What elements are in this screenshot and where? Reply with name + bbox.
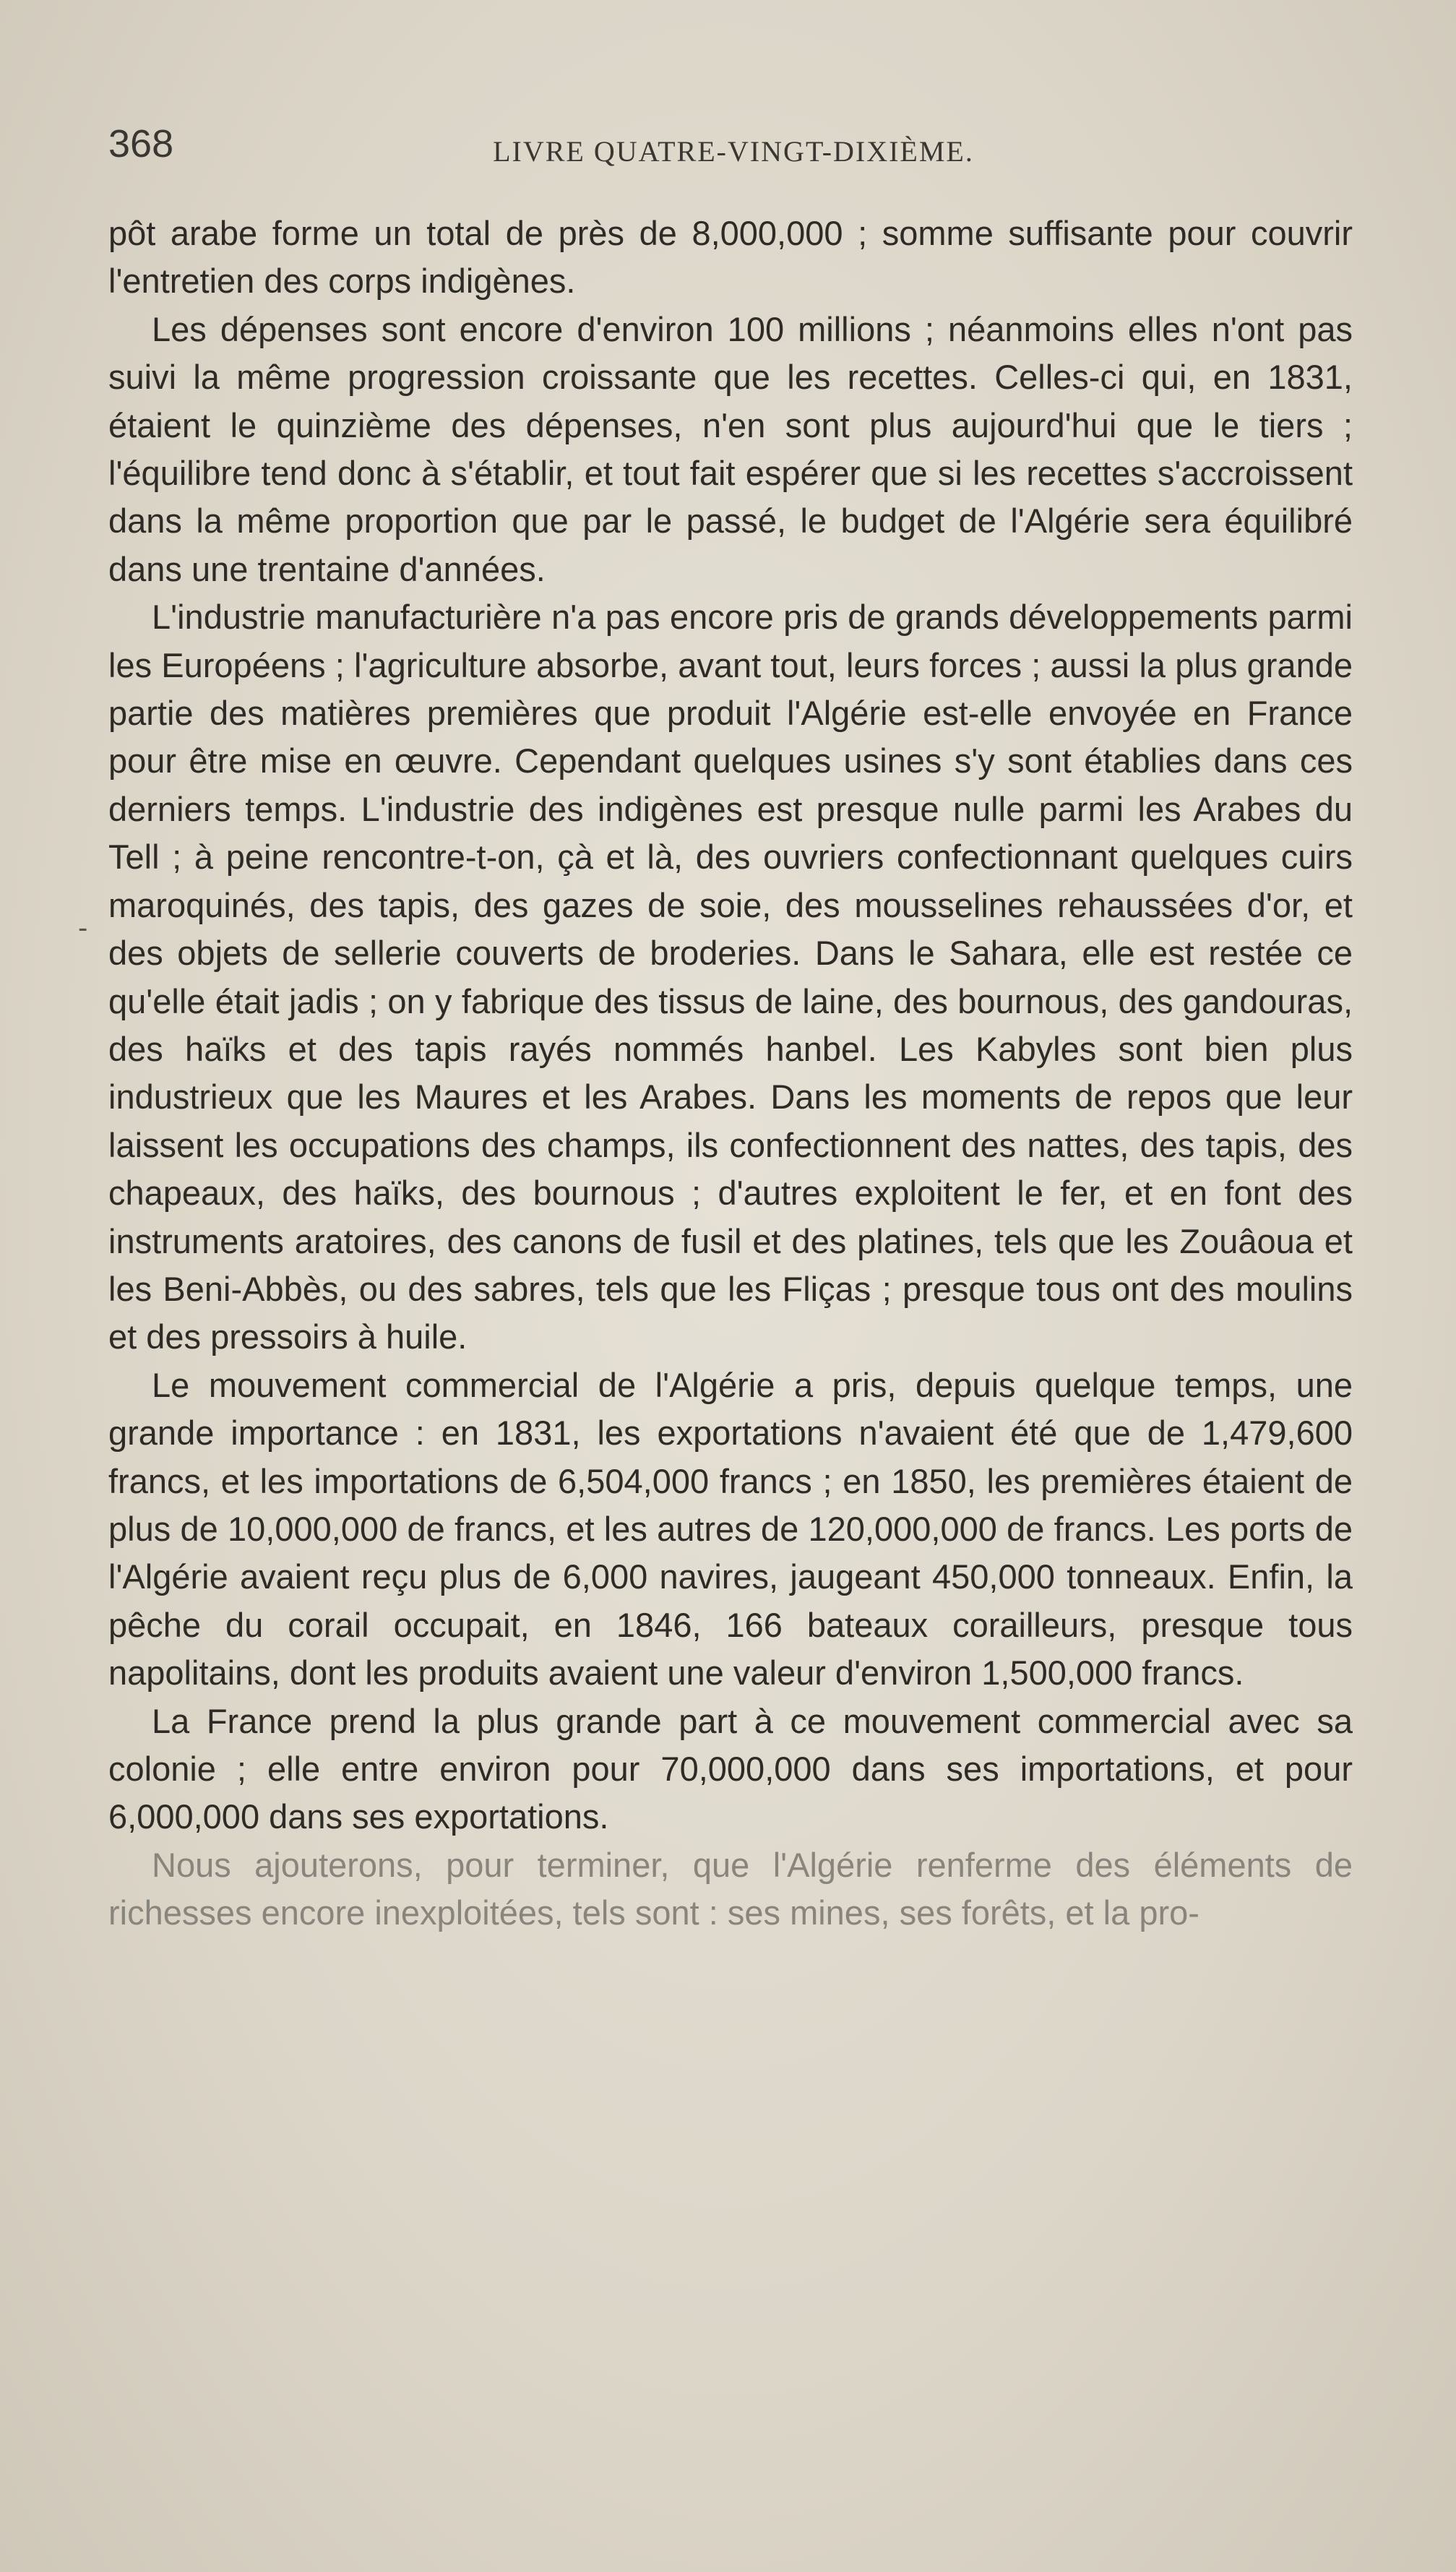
paragraph-5: La France prend la plus grande part à ce mouvement commercial avec sa colonie ; elle entre environ pour 70,000,000 dans ses importations, et pour 6,000,000 dans ses exportations. — [108, 1701, 1353, 1836]
body-text — [108, 210, 1353, 1937]
running-title: LIVRE QUATRE-VINGT-DIXIÈME. — [493, 135, 974, 168]
page-header — [108, 121, 1358, 179]
paragraph-6: Nous ajouterons, pour terminer, que l'Algérie renferme des éléments de richesses encore inexploitées, tels sont : ses mines, ses forêts, et la pro- — [108, 1845, 1353, 1932]
paragraph-3: L'industrie manufacturière n'a pas encore pris de grands développements parmi les Européens ; l'agriculture absorbe, avant tout, leurs forces ; aussi la plus grande partie des matières premières que produit l'Algérie est-elle envoyée en France pour être mise en œuvre. Cependant quelques usines s'y sont établies dans ces derniers temps. L'industrie des indigènes est presque nulle parmi les Arabes du Tell ; à peine rencontre-t-on, çà et là, des ouvriers confectionnant quelques cuirs maroquinés, des tapis, des gazes de soie, des mousselines rehaussées d'or, et des objets de sellerie couverts de broderies. Dans le Sahara, elle est restée ce qu'elle était jadis ; on y fabrique des tissus de laine, des bournous, des gandouras, des haïks et des tapis rayés nommés hanbel. Les Kabyles sont bien plus industrieux que les Maures et les Arabes. Dans les moments de repos que leur laissent les occupations des champs, ils confectionnent des nattes, des tapis, des chapeaux, des haïks, des bournous ; d'autres exploitent le fer, et en font des instruments aratoires, des canons de fusil et des platines, tels que les Zouâoua et les Beni-Abbès, ou des sabres, tels que les Fliças ; presque tous ont des moulins et des pressoirs à huile. — [108, 598, 1353, 1356]
page-number: 368 — [108, 122, 174, 165]
paragraph-2: Les dépenses sont encore d'environ 100 millions ; néanmoins elles n'ont pas suivi la même progression croissante que les recettes. Celles-ci qui, en 1831, étaient le quinzième des dépenses, n'en sont plus aujourd'hui que le tiers ; l'équilibre tend donc à s'établir, et tout fait espérer que si les recettes s'accroissent dans la même proportion que par le passé, le budget de l'Algérie sera équilibré dans une trentaine d'années. — [108, 309, 1353, 588]
margin-dash-mark: - — [78, 912, 88, 944]
paragraph-4: Le mouvement commercial de l'Algérie a pris, depuis quelque temps, une grande importance : en 1831, les exportations n'avaient été que de 1,479,600 francs, et les importations de 6,504,000 francs ; en 1850, les premières étaient de plus de 10,000,000 de francs, et les autres de 120,000,000 de francs. Les ports de l'Algérie avaient reçu plus de 6,000 navires, jaugeant 450,000 tonneaux. Enfin, la pêche du corail occupait, en 1846, 166 bateaux corailleurs, presque tous napolitains, dont les produits avaient une valeur d'environ 1,500,000 francs. — [108, 1365, 1353, 1693]
paragraph-1: pôt arabe forme un total de près de 8,000,000 ; somme suffisante pour couvrir l'entretien des corps indigènes. — [108, 214, 1353, 301]
